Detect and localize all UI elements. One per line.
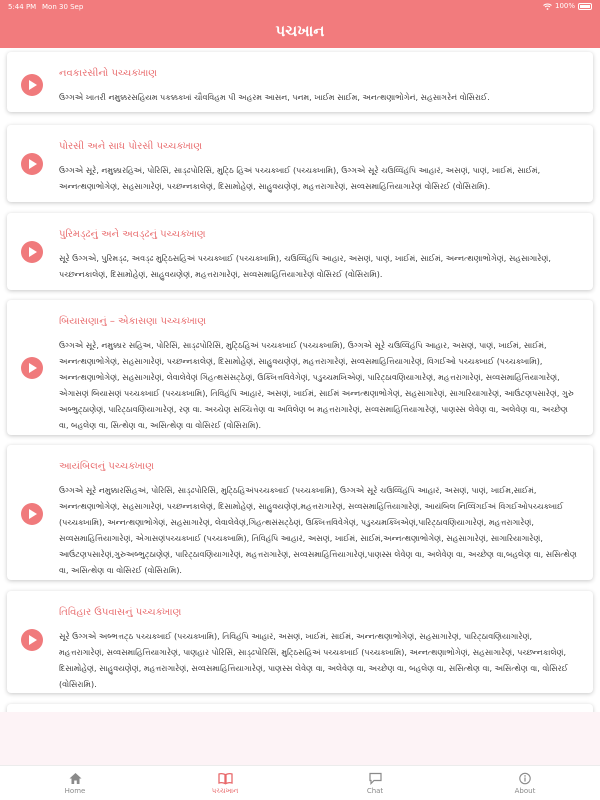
- tab-label: About: [514, 787, 536, 795]
- item-title: પોરસી અને સાધ પોરસી પચ્ચક્ખાણ: [59, 141, 203, 152]
- play-icon[interactable]: [21, 241, 43, 263]
- list-item[interactable]: [7, 213, 593, 290]
- item-text: ઉગ્ગએ ખાતરી નમુક્કરસહિયમ પકક્કક્ખાં ચૌવવિહમ પી અહરમ આસન, પનમ, ખાઈમ સાઈમ, અનત્થણાભોગેનં, સહસાગરેનં વોસિરાઈ.: [59, 93, 490, 102]
- item-title: નવકારસીનો પચ્ચક્ખાણ: [59, 68, 157, 79]
- tab-bar: [0, 765, 600, 800]
- tab-chat[interactable]: [330, 772, 420, 795]
- item-title: આયંબિલનું પચ્ચક્ખાણ: [59, 461, 154, 472]
- tab-label: Home: [64, 787, 86, 795]
- tab-about[interactable]: [480, 772, 570, 795]
- battery-percent: 100%: [554, 2, 575, 10]
- battery-icon: [578, 3, 592, 10]
- item-text: સૂરે ઉગ્ગએ, પુરિમડ્ઢ, અવડ્ઢ મુટ્ઠિસહિઅં પચ્ચક્ખાઈ (પચ્ચક્ખામિ), ચઉવ્વિહંપિ આહાર, અસણં, પાણં, ખાઈમં, સાઈમં, અન્નત્થણાભોગેણં, સહસાગારેણં, પચ્છન્નકાલેણં, દિસામોહેણં, સાહુવયણેણં, મહત્તરાગારેણં, સવ્વસમાહિત્તિયાગારેણં વોસિરઈ (વોસિરામિ).: [59, 254, 551, 279]
- tab-home[interactable]: [30, 772, 120, 795]
- tab-pachkhan[interactable]: [180, 772, 270, 796]
- item-text: ઉગ્ગએ સૂરે નમુક્કારસિહઅં, પોરિસિં, સાડ્ઢપોરિસિં, મુટ્ઠિહિઅંપચ્ચક્ખાઈ (પચ્ચક્ખામિ), ઉગ્ગએ સૂરે ચઉવ્વિહંપિ આહારં, અસણં, પાણં, ખાઈમ,સાઈમં, અન્નત્થણાભોગેણં, સહસાગારેણં, પચ્છન્નકાલેણં, દિસામોહેણં, સાહુવયણેણં,મહત્તરાગારેણં, સવ્વસમાહિત્તિયાગારેણં, આયંબિલ નિવ્વિગઈઅં વિગઈઓપચ્ચક્ખાઈ (પચ્ચક્ખામિ), અન્નત્થણાભોગેણં, સહસાગારેણં, લેવાલેવેણં,ગિહત્થસંસટ્ઠેણં, ઉક્ખિત્તવિવેગેણં, પડુચ્ચમક્ખિએણં,પારિટ્ઠાવણિયાગારેણં, મહત્તરાગારેણં, સવ્વસમાહિત્તિયાગારેણં, એગાસણંપચ્ચક્ખાઈ (પચ્ચક્ખામિ), તિવિહંપિ આહારં, અસણં, ખાઈમં, સાઈમં,અન્નત્થણાભોગેણં, સહસાગારેણં, સાગારિયાગારેણં, આઉંટણપસારેણં,ગુરુઅબ્ભુટ્ઠાણેણં, પારિટ્ઠાવણિયાગારેણં, મહત્તરાગારેણં, સવ્વસમાહિત્તિયાગારેણં,પાણસ્સ લેવેણ વા, અલેવેણ વા, અચ્છેણ વા,બહલેણ વા, સસિત્થેણ વા, અસિત્થેણ વા વોસિરઈ (વોસિરામિ).: [59, 486, 577, 575]
- list-item[interactable]: [7, 52, 593, 112]
- list-item[interactable]: [7, 445, 593, 580]
- list-item[interactable]: [7, 125, 593, 202]
- play-icon[interactable]: [21, 153, 43, 175]
- status-time: 5:44 PM: [8, 3, 37, 11]
- item-text: ઉગ્ગએ સૂરે, નમુક્કારહિઅં, પોરિસિં, સાડ્ઢપોરિસિં, મુટ્ઠિ હિઅં પચ્ચક્ખાઈ (પચ્ચક્ખામિ), ઉગ્ગએ સૂરે ચઉવ્વિહંપિ આહારં, અસણં, પાણં, ખાઈમં, સાઈમં, અન્નત્થણાભોગેણં, સહસાગારેણં, પચ્છન્નકાલેણં, દિસામોહેણં, સાહુવયણેણં, મહત્તરાગારેણં, સવ્વસમાહિત્તિયાગારેણં વોસિરઈ (વોસિરામિ).: [59, 166, 541, 191]
- list-item[interactable]: [7, 591, 593, 693]
- header-bar: [0, 14, 600, 48]
- wifi-icon: [543, 3, 552, 10]
- tab-label: પચ્ચખાન: [211, 787, 239, 795]
- item-title: તિવિહાર ઉપવાસનું પચ્ચક્ખાણ: [59, 607, 182, 618]
- item-title: બિયાસણાનું – એકાસણા પચ્ચક્ખાણ: [59, 316, 207, 327]
- item-title: પુરિમડ્ઢનું અને અવડ્ઢનું પચ્ચક્ખાણ: [59, 229, 206, 240]
- list-item[interactable]: [7, 300, 593, 435]
- status-date: Mon 30 Sep: [42, 3, 84, 11]
- book-icon: [218, 772, 233, 785]
- play-icon[interactable]: [21, 629, 43, 651]
- pachkhan-list[interactable]: [0, 48, 600, 765]
- tab-label: Chat: [366, 787, 384, 795]
- play-icon[interactable]: [21, 503, 43, 525]
- status-bar: [0, 0, 600, 14]
- play-icon[interactable]: [21, 74, 43, 96]
- home-icon: [69, 772, 82, 785]
- page-title: પચખાન: [275, 22, 325, 40]
- info-icon: [519, 772, 531, 785]
- play-icon[interactable]: [21, 357, 43, 379]
- status-right: [543, 2, 592, 10]
- item-text: સૂરે ઉગ્ગએ અબ્ભત્તટ્ઠ પચ્ચક્ખાઈ (પચ્ચક્ખામિ), તિવિહંપિ આહારં, અસણં, ખાઈમં, સાઈમં, અન્નત્થણાભોગેણં, સહસાગારેણં, પારિટ્ઠાવણિયાગારેણં, મહત્તરાગારેણં, સવ્વસમાહિત્તિયાગારેણં, પાણહાર પોરિસિં, સાડ્ઢપોરિસિં, મુટ્ઠિસહિઅં પચ્ચક્ખાઈ (પચ્ચક્ખામિ), અન્નત્થણાભોગેણં, સહસાગારેણં, પચ્છન્નકાલેણં, દિસામોહેણં, સાહુવયણેણં, મહત્તરાગારેણં, સવ્વસમાહિત્તિયાગારેણં, પાણસ્સ લેવેણ વા, અલેવેણ વા, અચ્છેણ વા, બહલેણ વા, સસિત્થેણ વા, અસિત્થેણ વા, વોસિરઈ (વોસિરામિ).: [59, 632, 568, 689]
- item-text: ઉગ્ગએ સૂરે, નમુક્કાર સહિઅ, પોરિસિં, સાડ્ઢપોરિસિં, મુટ્ઠિહિઅં પચ્ચક્ખાઈ (પચ્ચક્ખામિ), ઉગ્ગએ સૂરે ચઉવ્વિહંપિ આહાર, અસણં, પાણં, ખાઈમં, સાઈમં, અન્નત્થણાભોગેણં, સહસાગારેણં, પચ્છન્નકાલેણં, દિસામોહેણં, સાહુવયણેણં, મહત્તરાગારેણં, સવ્વસમાહિત્તિયાગારેણં, વિગઈઓ પચ્ચક્ખાઈ (પચ્ચક્ખામિ), અન્નત્થણાભોગેણં, સહસાગારેણં, લેવાલેવેણં ગિહત્થસંસટ્ઠેણં, ઉક્ખિત્તવિવેગેણં, પડુચ્ચમખિએણં, પારિટ્ઠાવણિયાગારેણં, મહત્તરાગારેણં, સવ્વસમાહિત્તિયાગારેણં, એગાસણં બિયાસણં પચ્ચક્ખાઈ (પચ્ચક્ખામિ), તિવિહંપિ આહારં, અસણં, ખાઈમં, સાઈમં અન્નત્થણાભોગેણં, સહસાગારેણં, સાગારિયાગારેણં, આઉંટણપસારેણં, ગુરુ અબ્ભુટ્ઠાણેણં, પારિટ્ઠાવણિયાગારેણં, રણ વા. અચ્ચેણ સચ્ચિત્તેણ વા અવિલેણ બ મહત્તરાગારેણં, સવ્વસમાહિત્તિયાગારેણં, પાણસ્સ લેવેણ વા, અલેવેણ વા, અચ્છેણ વા, બહલેણ વા, સિત્થેણ વા, અસિત્થેણ વા વોસિરઈ (વોસિરામિ).: [59, 341, 574, 430]
- chat-icon: [369, 772, 382, 785]
- scroll-fade: [0, 712, 600, 765]
